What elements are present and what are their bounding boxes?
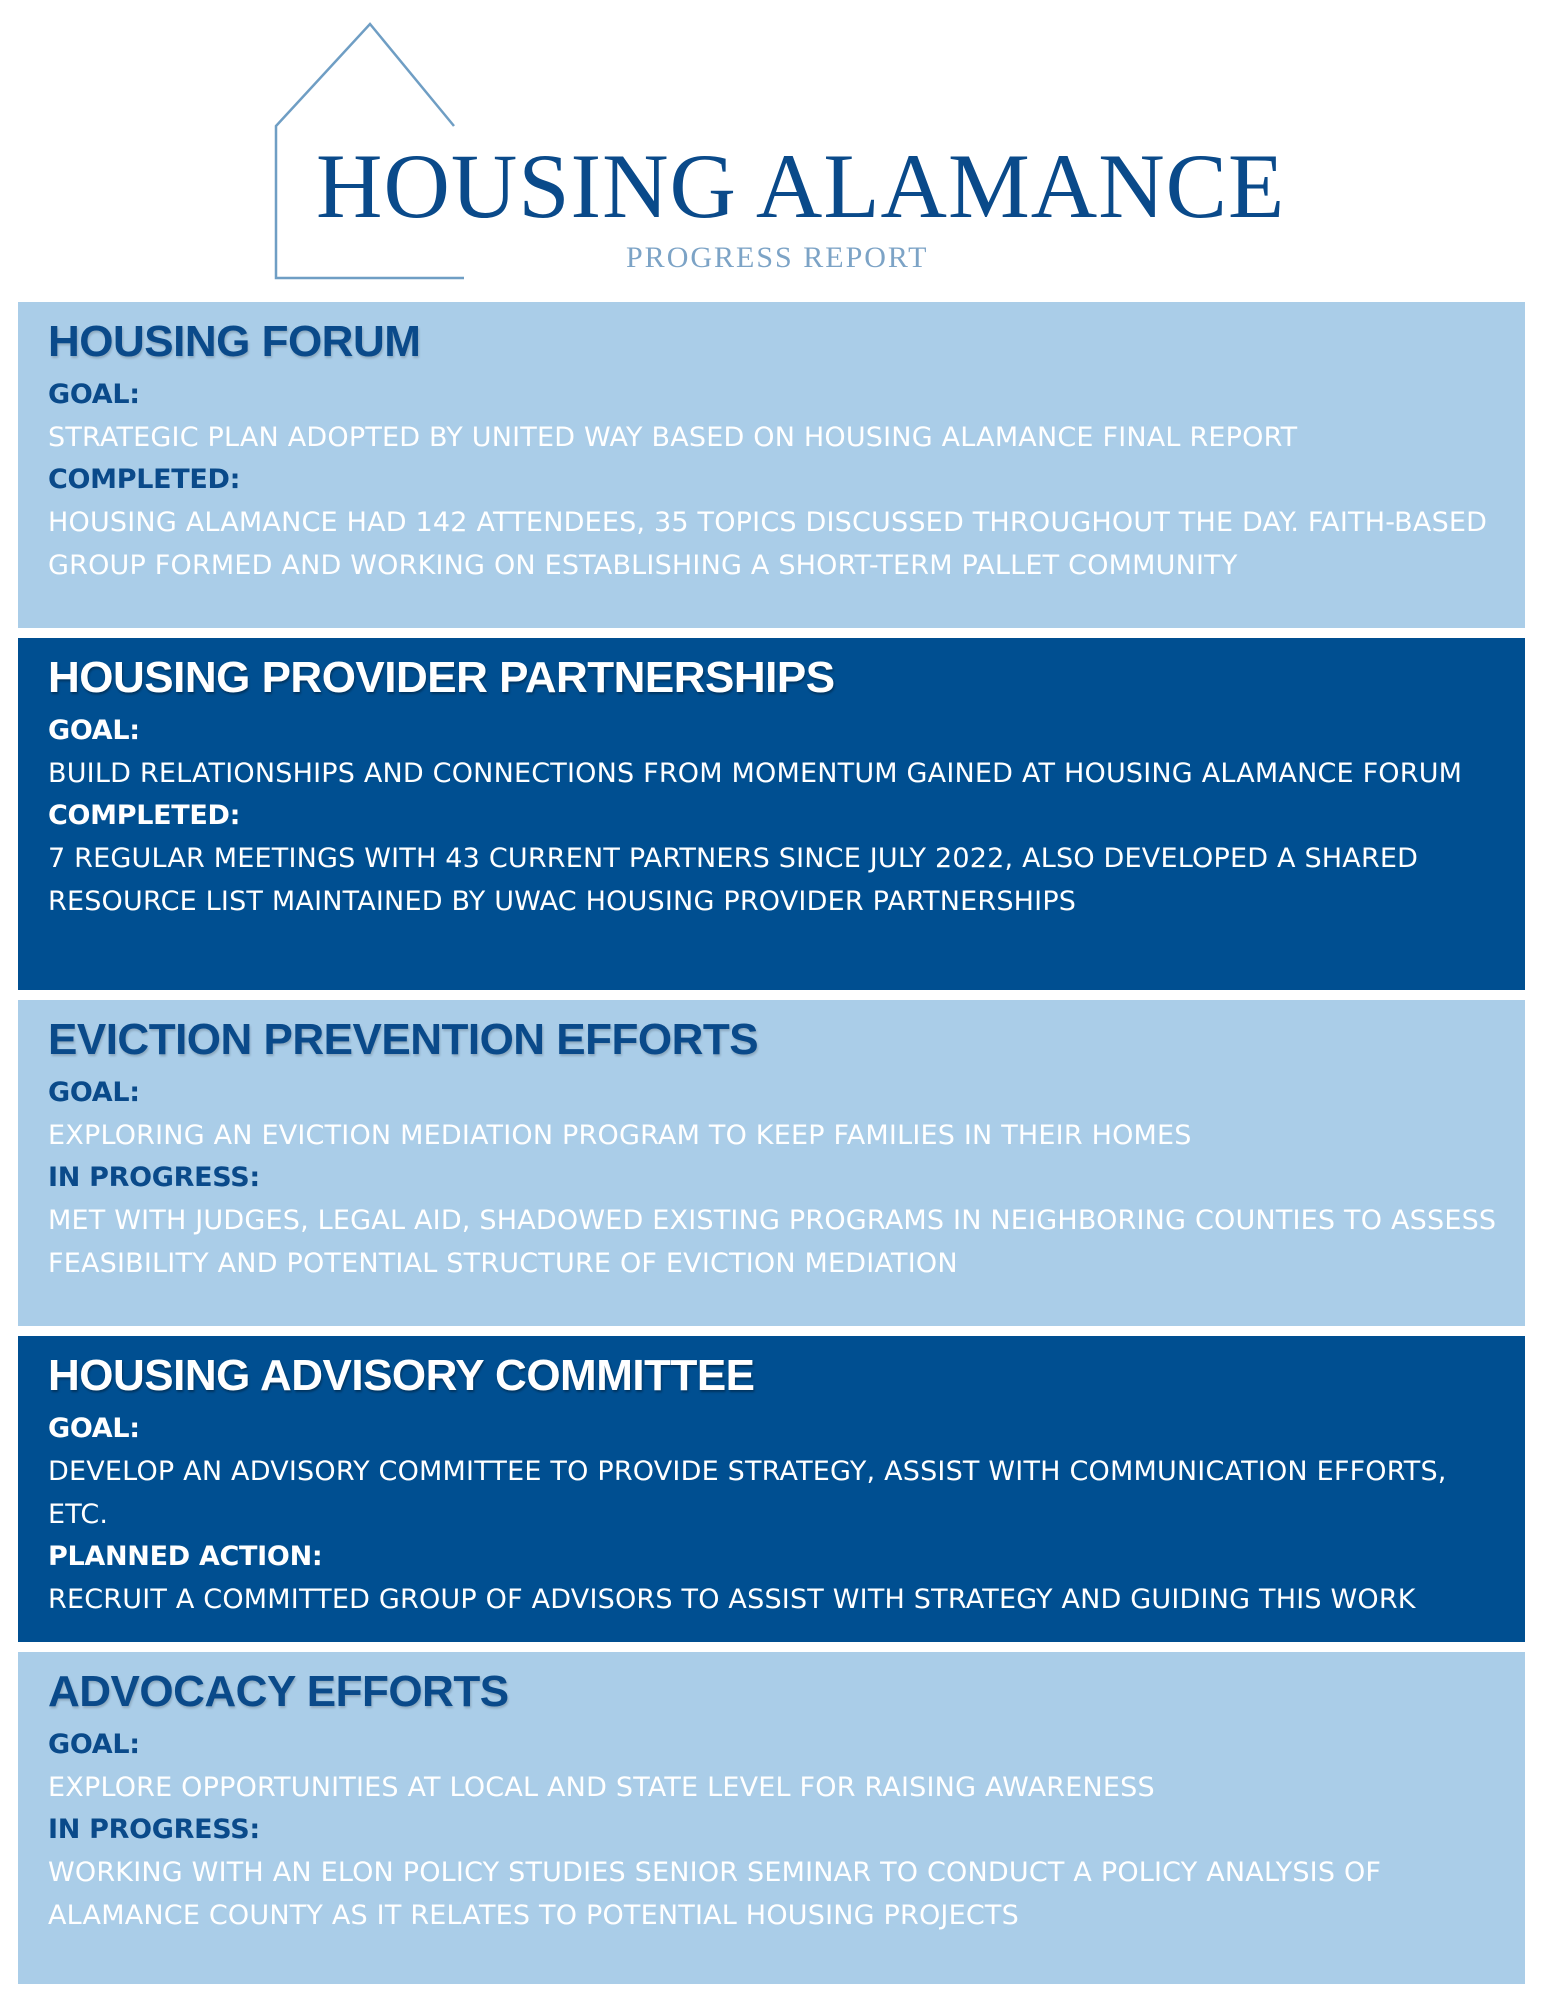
goal-label: GOAL: bbox=[48, 1729, 140, 1760]
goal-label: GOAL: bbox=[48, 379, 140, 410]
status-text: MET WITH JUDGES, LEGAL AID, SHADOWED EXISTING PROGRAMS IN NEIGHBORING COUNTIES TO ASSESS FEASIBILITY AND POTENTIAL STRUCTURE OF EVICTION MEDIATION bbox=[48, 1205, 1497, 1279]
goal-label: GOAL: bbox=[48, 1413, 140, 1444]
status-label: COMPLETED: bbox=[48, 800, 241, 831]
status-label: PLANNED ACTION: bbox=[48, 1541, 323, 1572]
goal-text: EXPLORING AN EVICTION MEDIATION PROGRAM TO KEEP FAMILIES IN THEIR HOMES bbox=[48, 1120, 1192, 1151]
status-text: RECRUIT A COMMITTED GROUP OF ADVISORS TO ASSIST WITH STRATEGY AND GUIDING THIS WORK bbox=[48, 1584, 1416, 1615]
section-title: HOUSING FORUM bbox=[48, 317, 421, 366]
section-eviction-prevention-efforts bbox=[18, 1000, 1525, 1326]
status-label: IN PROGRESS: bbox=[48, 1814, 260, 1845]
goal-text: BUILD RELATIONSHIPS AND CONNECTIONS FROM MOMENTUM GAINED AT HOUSING ALAMANCE FORUM bbox=[48, 758, 1463, 789]
section-housing-forum bbox=[18, 302, 1525, 628]
page-subtitle: PROGRESS REPORT bbox=[626, 241, 929, 274]
report-header bbox=[0, 0, 1545, 300]
goal-label: GOAL: bbox=[48, 1077, 140, 1108]
goal-text: EXPLORE OPPORTUNITIES AT LOCAL AND STATE LEVEL FOR RAISING AWARENESS bbox=[48, 1772, 1155, 1803]
section-title: EVICTION PREVENTION EFFORTS bbox=[48, 1015, 759, 1064]
goal-text: DEVELOP AN ADVISORY COMMITTEE TO PROVIDE STRATEGY, ASSIST WITH COMMUNICATION EFFORTS, ETC. bbox=[48, 1456, 1447, 1530]
goal-label: GOAL: bbox=[48, 715, 140, 746]
section-title: ADVOCACY EFFORTS bbox=[48, 1667, 509, 1716]
section-advocacy-efforts bbox=[18, 1652, 1525, 1984]
status-text: 7 REGULAR MEETINGS WITH 43 CURRENT PARTNERS SINCE JULY 2022, ALSO DEVELOPED A SHARED RESOURCE LIST MAINTAINED BY UWAC HOUSING PROVIDER PARTNERSHIPS bbox=[48, 843, 1419, 917]
status-label: IN PROGRESS: bbox=[48, 1162, 260, 1193]
section-title: HOUSING ADVISORY COMMITTEE bbox=[48, 1351, 755, 1400]
goal-text: STRATEGIC PLAN ADOPTED BY UNITED WAY BASED ON HOUSING ALAMANCE FINAL REPORT bbox=[48, 422, 1298, 453]
status-label: COMPLETED: bbox=[48, 464, 241, 495]
status-text: HOUSING ALAMANCE HAD 142 ATTENDEES, 35 TOPICS DISCUSSED THROUGHOUT THE DAY. FAITH-BASED GROUP FORMED AND WORKING ON ESTABLISHING A SHORT-TERM PALLET COMMUNITY bbox=[48, 507, 1488, 581]
section-housing-advisory-committee bbox=[18, 1336, 1525, 1642]
section-housing-provider-partnerships bbox=[18, 638, 1525, 990]
page-title: HOUSING ALAMANCE bbox=[316, 135, 1286, 237]
status-text: WORKING WITH AN ELON POLICY STUDIES SENIOR SEMINAR TO CONDUCT A POLICY ANALYSIS OF ALAMANCE COUNTY AS IT RELATES TO POTENTIAL HOUSING PROJECTS bbox=[48, 1857, 1382, 1931]
section-title: HOUSING PROVIDER PARTNERSHIPS bbox=[48, 653, 835, 702]
